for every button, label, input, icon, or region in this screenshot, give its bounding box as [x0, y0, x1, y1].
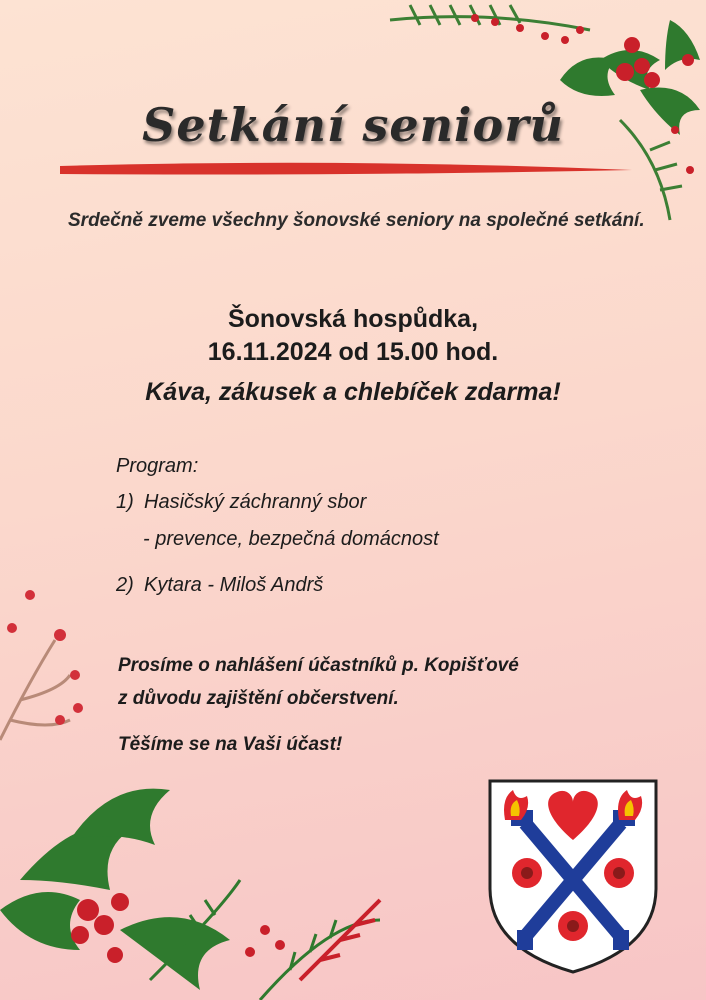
registration-request [118, 649, 519, 715]
program-item-text: Hasičský záchranný sbor [144, 491, 367, 513]
coat-of-arms-icon [487, 778, 659, 974]
program-label: Program: [116, 455, 199, 477]
program-item [116, 574, 323, 597]
registration-request-line: z důvodu zajištění občerstvení. [118, 688, 399, 709]
holly-decoration-bottom-left [0, 580, 470, 1000]
page-title: Setkání seniorů [142, 98, 564, 152]
refreshments-offer: Káva, zákusek a chlebíček zdarma! [145, 378, 561, 406]
program-item-number: 2) [116, 574, 134, 596]
program-item-text: Kytara - Miloš Andrš [144, 574, 324, 596]
program-item-subtext: - prevence, bezpečná domácnost [143, 528, 439, 550]
registration-request-line: Prosíme o nahlášení účastníků p. Kopišťové [118, 655, 519, 676]
invitation-text: Srdečně zveme všechny šonovské seniory na společné setkání. [68, 210, 645, 231]
title-underline [56, 160, 636, 180]
program-item [116, 491, 366, 514]
venue-datetime [0, 303, 706, 369]
event-datetime: 16.11.2024 od 15.00 hod. [207, 338, 499, 366]
closing-text: Těšíme se na Vaši účast! [118, 734, 343, 755]
program-item-number: 1) [116, 491, 134, 513]
venue-name: Šonovská hospůdka, [227, 305, 479, 333]
